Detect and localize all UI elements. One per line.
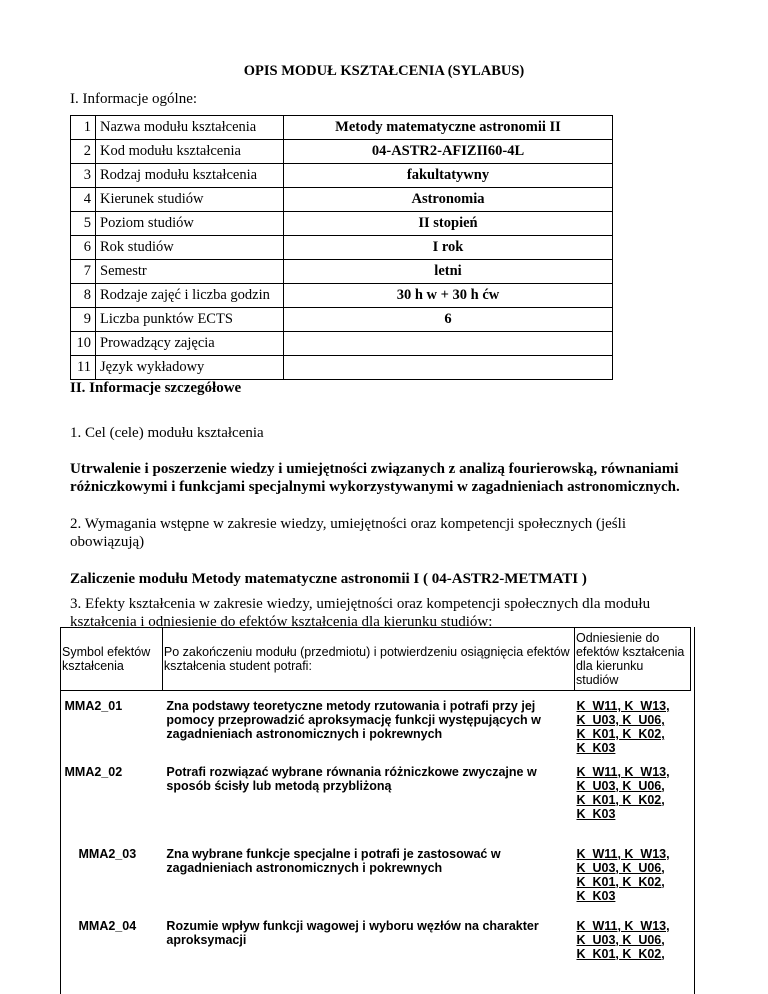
row-label: Język wykładowy [96,356,284,380]
header-reference: Odniesienie do efektów kształcenia dla kierunku studiów [574,628,690,691]
prerequisites-heading: 2. Wymagania wstępne w zakresie wiedzy, umiejętności oraz kompetencji społecznych (jeśli obowiązują) [70,516,626,550]
effect-reference: K_W11, K_W13, K_U03, K_U06, K_K01, K_K02, K_K03 [576,846,670,903]
general-info-table [70,115,613,380]
row-value [284,332,613,356]
row-number: 11 [71,356,96,380]
effect-description: Potrafi rozwiązać wybrane równania różniczkowe zwyczajne w sposób ścisły lub metodą przybliżoną [166,764,537,793]
row-number: 3 [71,164,96,188]
row-value: I rok [284,236,613,260]
row-value: Metody matematyczne astronomii II [284,116,613,140]
info-row [71,308,613,332]
effect-row [61,839,691,911]
row-value: fakultatywny [284,164,613,188]
row-label: Kierunek studiów [96,188,284,212]
row-number: 2 [71,140,96,164]
row-number: 9 [71,308,96,332]
row-number: 1 [71,116,96,140]
row-label: Semestr [96,260,284,284]
row-number: 4 [71,188,96,212]
row-value: 30 h w + 30 h ćw [284,284,613,308]
row-label: Rok studiów [96,236,284,260]
row-value: Astronomia [284,188,613,212]
row-label: Prowadzący zajęcia [96,332,284,356]
row-label: Poziom studiów [96,212,284,236]
effect-description: Zna podstawy teoretyczne metody rzutowania i potrafi przy jej pomocy przeprowadzić aproksymację funkcji występujących w zagadnieniach astronomicznych i pokrewnych [166,699,541,741]
row-label: Liczba punktów ECTS [96,308,284,332]
header-symbol: Symbol efektów kształcenia [61,628,163,691]
row-label: Rodzaje zajęć i liczba godzin [96,284,284,308]
effect-code: MMA2_02 [64,764,123,779]
effects-heading: 3. Efekty kształcenia w zakresie wiedzy, umiejętności oraz kompetencji społecznych dla modułu kształcenia i odniesienie do efektów kształcenia dla kierunku studiów: [70,596,651,630]
effect-reference: K_W11, K_W13, K_U03, K_U06, K_K01, K_K02, [576,918,670,961]
effect-description: Zna wybrane funkcje specjalne i potrafi je zastosować w zagadnieniach astronomicznych i pokrewnych [166,846,501,875]
goal-heading: 1. Cel (cele) modułu kształcenia [70,425,264,441]
header-description: Po zakończeniu modułu (przedmiotu) i potwierdzeniu osiągnięcia efektów kształcenia student potrafi: [162,628,574,691]
info-row [71,164,613,188]
prerequisites-body: Zaliczenie modułu Metody matematyczne astronomii I ( 04-ASTR2-METMATI ) [70,571,587,587]
row-number: 10 [71,332,96,356]
row-value [284,356,613,380]
info-row [71,236,613,260]
effect-row [61,691,691,757]
row-value: II stopień [284,212,613,236]
effects-header-row [61,628,691,691]
row-number: 8 [71,284,96,308]
row-number: 7 [71,260,96,284]
info-row [71,260,613,284]
info-row [71,356,613,380]
document-title: OPIS MODUŁ KSZTAŁCENIA (SYLABUS) [243,63,525,79]
info-row [71,188,613,212]
effect-reference: K_W11, K_W13, K_U03, K_U06, K_K01, K_K02, K_K03 [576,699,670,755]
effect-row [61,757,691,839]
goal-body: Utrwalenie i poszerzenie wiedzy i umiejętności związanych z analizą fourierowską, równaniami różniczkowymi i funkcjami specjalnymi wykorzystywanymi w zagadnieniach astronomicznych. [70,461,680,495]
effect-reference: K_W11, K_W13, K_U03, K_U06, K_K01, K_K02, K_K03 [576,764,670,821]
row-number: 5 [71,212,96,236]
effect-description: Rozumie wpływ funkcji wagowej i wyboru węzłów na charakter aproksymacji [166,918,539,947]
info-row [71,284,613,308]
row-value: 04-ASTR2-AFIZII60-4L [284,140,613,164]
section2-heading: II. Informacje szczegółowe [70,380,242,396]
effect-row [61,911,691,991]
row-label: Kod modułu kształcenia [96,140,284,164]
info-row [71,140,613,164]
section1-heading: I. Informacje ogólne: [70,91,198,107]
effect-code: MMA2_03 [78,846,137,861]
learning-effects-table [60,627,691,991]
row-value: letni [284,260,613,284]
info-row [71,212,613,236]
row-number: 6 [71,236,96,260]
row-label: Nazwa modułu kształcenia [96,116,284,140]
effect-code: MMA2_01 [64,699,123,713]
info-row [71,116,613,140]
effect-code: MMA2_04 [78,918,137,933]
row-label: Rodzaj modułu kształcenia [96,164,284,188]
info-row [71,332,613,356]
row-value: 6 [284,308,613,332]
